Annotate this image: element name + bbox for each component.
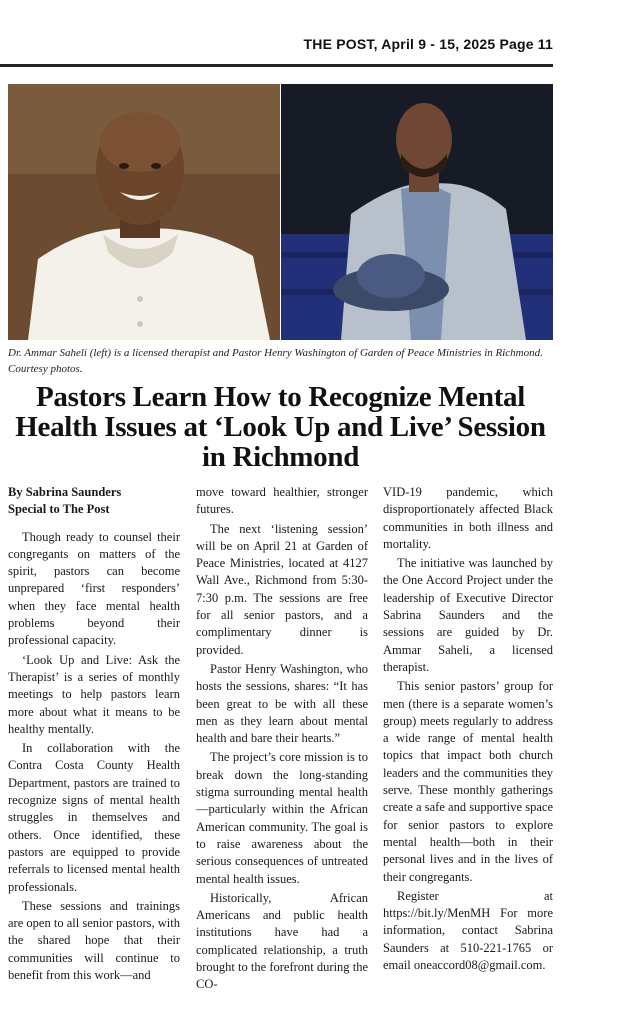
paragraph: These sessions and trainings are open to all senior pastors, with the shared hope that their communities will continue to benefit from this work—and	[8, 898, 180, 983]
page-masthead: THE POST, April 9 - 15, 2025 Page 11	[303, 36, 553, 52]
paragraph: Pastor Henry Washington, who hosts the sessions, shares: “It has been great to be with all these men as they learn about mental health and bare their hearts.”	[196, 661, 368, 746]
byline-author: By Sabrina Saunders	[8, 485, 122, 499]
paragraph: Register at https://bit.ly/MenMH For more information, contact Sabrina Saunders at 510-221-1765 or email oneaccord08@gmail.com.	[383, 888, 553, 973]
masthead-rule	[0, 64, 553, 67]
paragraph: In collaboration with the Contra Costa County Health Department, pastors are trained to recognize signs of mental health struggles in themselves and others. Once identified, these pastors are equipped to provide referrals to licensed mental health professionals.	[8, 741, 180, 894]
paragraph: ‘Look Up and Live: Ask the Therapist’ is a series of monthly meetings to help pastors learn more about what it means to be healthy mentally.	[8, 652, 180, 736]
article-column-3	[383, 484, 553, 974]
paragraph: The next ‘listening session’ will be on April 21 at Garden of Peace Ministries, located at 4127 Wall Ave., Richmond from 5:30-7:30 p.m. The sessions are free for all senior pastors, and a complimentary dinner is provided.	[196, 521, 368, 657]
paragraph-continued: VID-19 pandemic, which disproportionately affected Black communities in both illness and mortality.	[383, 485, 553, 551]
paragraph: The initiative was launched by the One Accord Project under the leadership of Executive Director Sabrina Saunders and the sessions are guided by Dr. Ammar Saheli, a licensed therapist.	[383, 556, 553, 674]
photo-left-portrait	[8, 84, 280, 340]
photo-caption: Dr. Ammar Saheli (left) is a licensed therapist and Pastor Henry Washington of Garden of Peace Ministries in Richmond. Courtesy photos.	[8, 347, 543, 375]
paragraph: This senior pastors’ group for men (there is a separate women’s group) meets regularly to address a wide range of mental health topics that impact both church leaders and the communities they serve. These monthly gatherings create a safe and supportive space for senior pastors to explore mental health—both in their personal lives and in the lives of their congregants.	[383, 679, 553, 884]
paragraph: Historically, African Americans and public health institutions have had a complicated relationship, a truth brought to the forefront during the CO-	[196, 890, 368, 992]
article-headline: Pastors Learn How to Recognize Mental Health Issues at ‘Look Up and Live’ Session in Richmond	[15, 381, 546, 473]
article-column-2	[196, 484, 368, 994]
byline-credit: Special to The Post	[8, 502, 110, 517]
portrait-left-illustration	[8, 84, 280, 340]
portrait-right-illustration	[281, 84, 553, 340]
article-column-1	[8, 484, 180, 984]
paragraph: Though ready to counsel their congregants on matters of the spirit, pastors can become unprepared ‘first responders’ when they face mental health problems beyond their professional capacity.	[8, 529, 180, 648]
paragraph: The project’s core mission is to break down the long-standing stigma surrounding mental health—particularly within the African American community. The goal is to raise awareness about the serious consequences of untreated mental health issues.	[196, 750, 368, 886]
photo-right-portrait	[281, 84, 553, 340]
paragraph-continued: move toward healthier, stronger futures.	[196, 485, 368, 517]
